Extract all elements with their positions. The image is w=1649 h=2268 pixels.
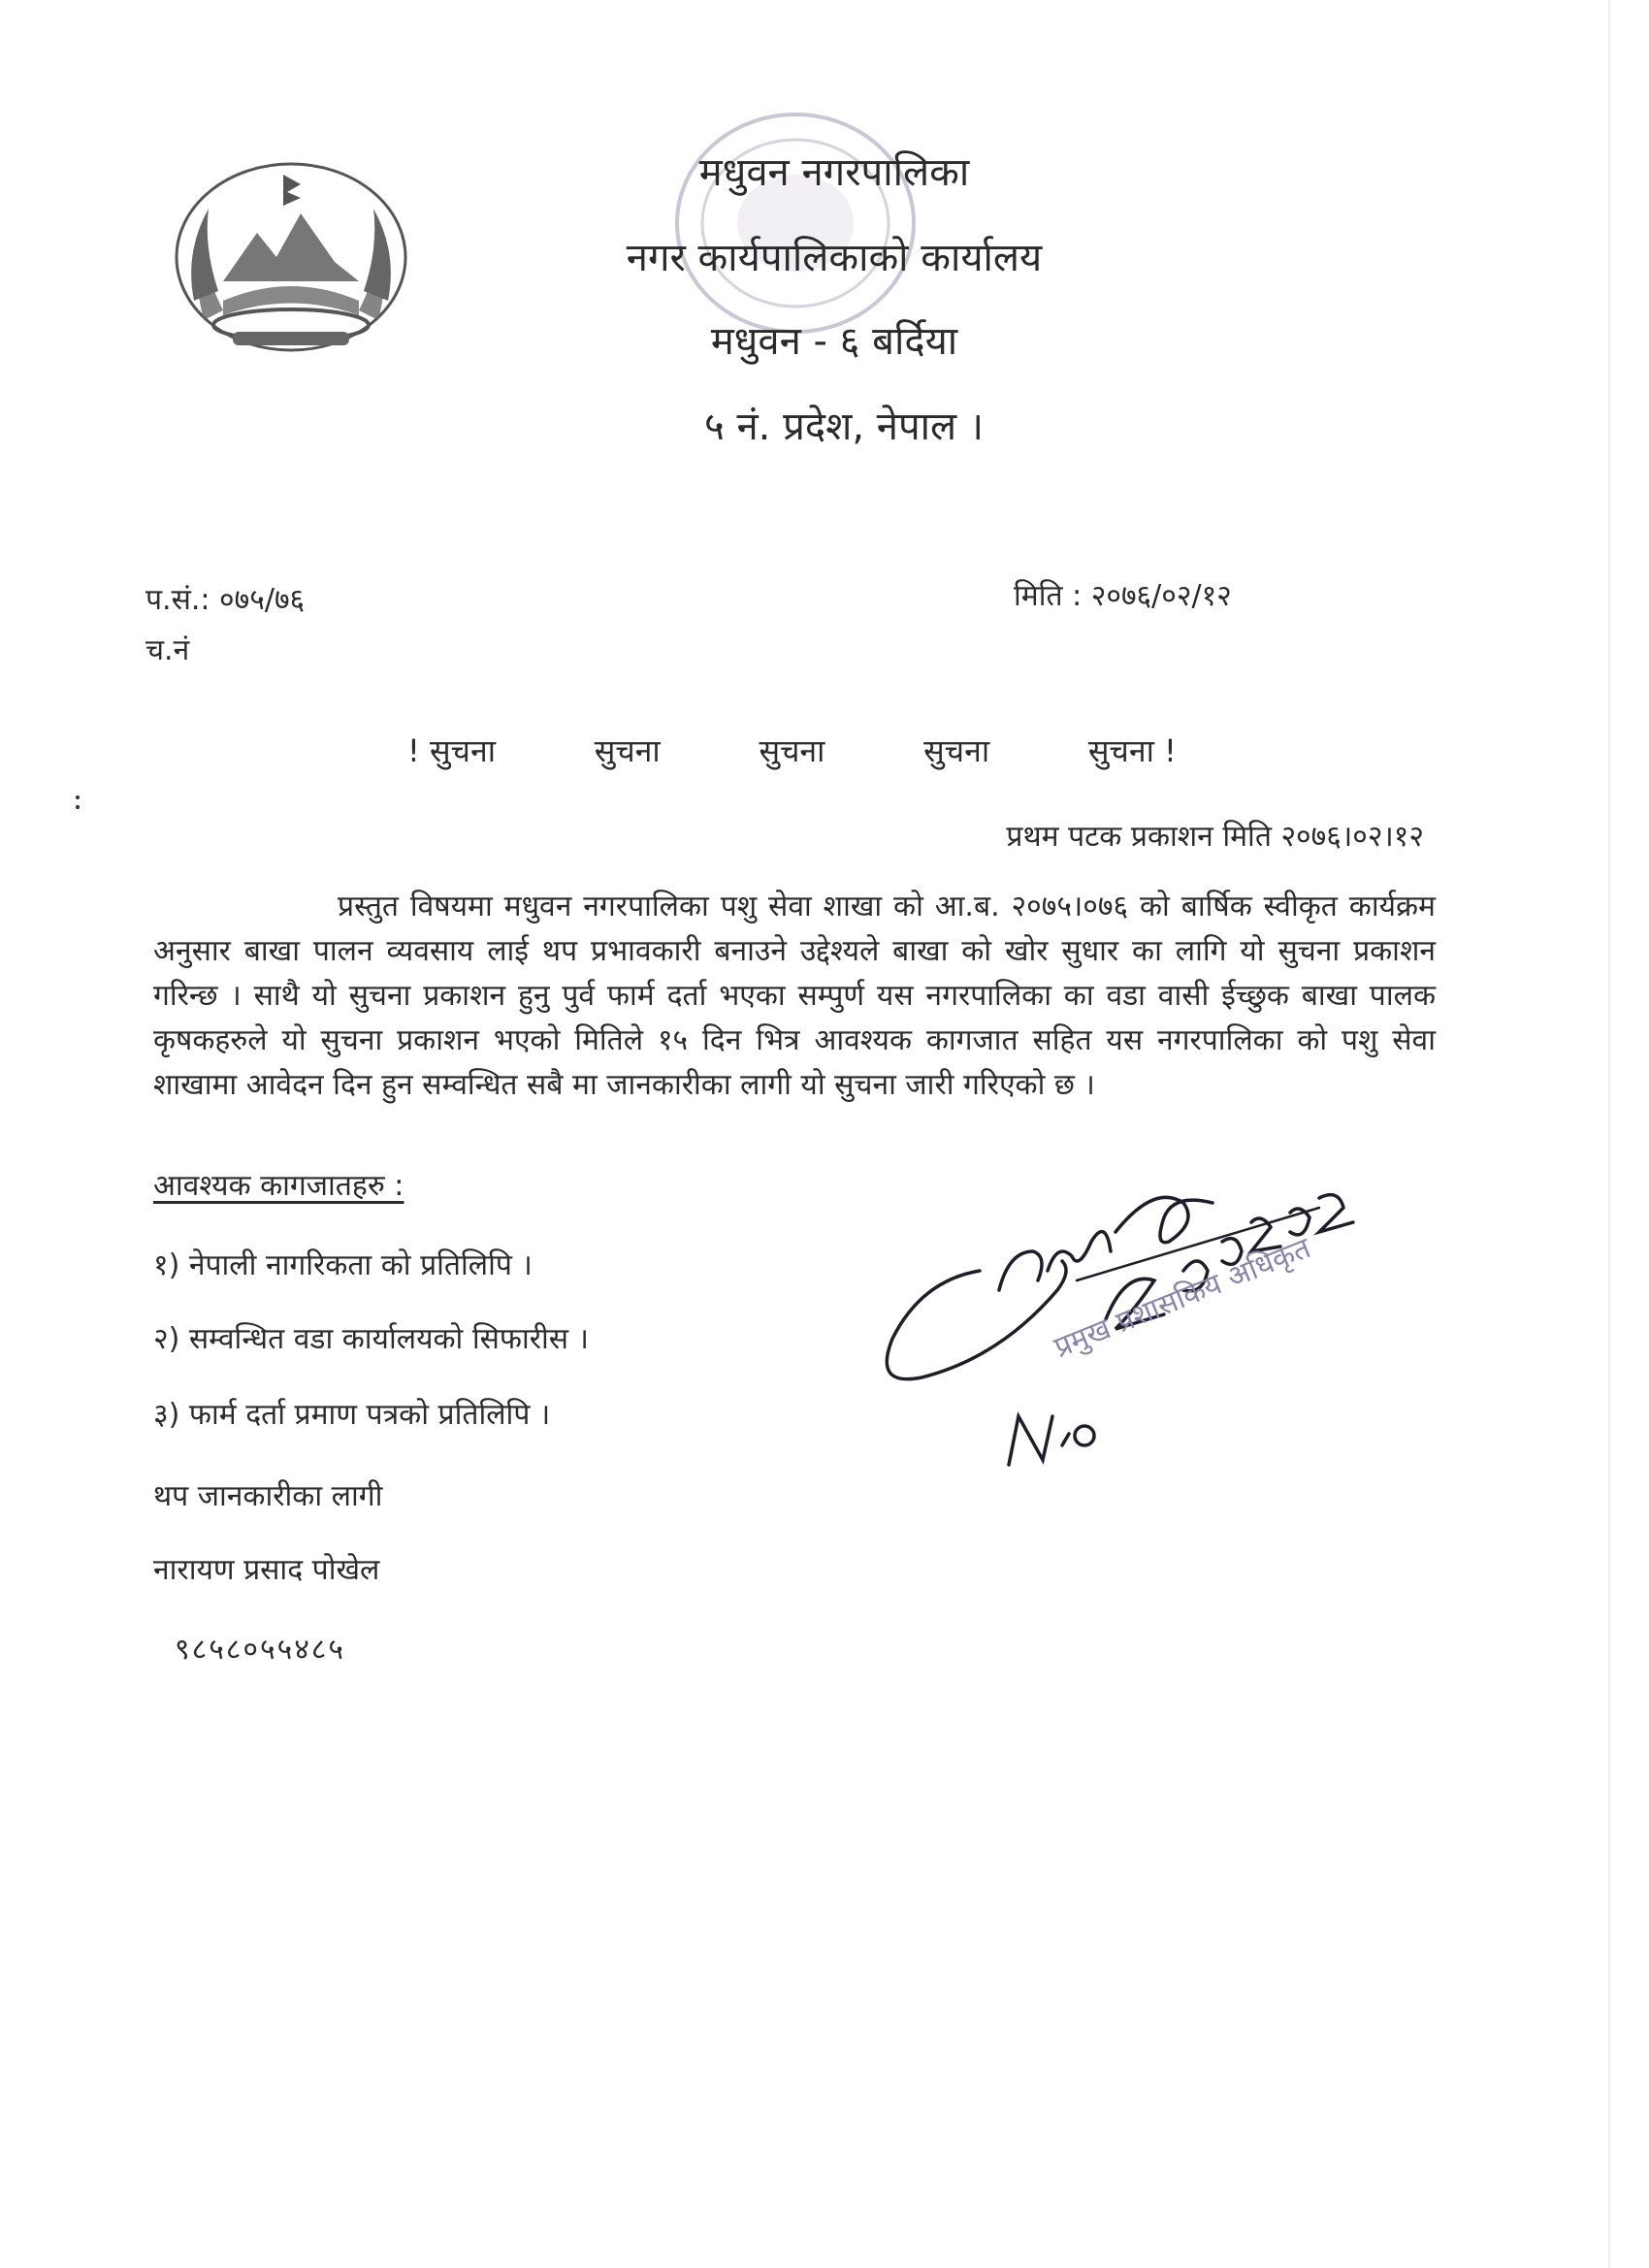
margin-mark: [76, 795, 80, 799]
notice-heading: ! सुचना सुचना सुचना सुचना सुचना !: [407, 732, 1177, 769]
letter-date: मिति : २०७६/०२/१२: [1014, 579, 1232, 613]
municipality-name: मधुवन नगरपालिका: [698, 150, 970, 195]
contact-name: नारायण प्रसाद पोखेल: [153, 1553, 380, 1587]
office-name: नगर कार्यपालिकाको कार्यालय: [626, 236, 1043, 280]
office-address: मधुवन - ६ बर्दिया: [710, 319, 958, 364]
province-country: ५ नं. प्रदेश, नेपाल ।: [703, 405, 985, 449]
requirement-item: २) सम्वन्धित वडा कार्यालयको सिफारीस ।: [153, 1322, 589, 1356]
dispatch-number: च.नं: [146, 633, 190, 667]
office-seal-icon: [669, 107, 922, 340]
contact-label: थप जानकारीका लागी: [153, 1479, 383, 1513]
reference-number: प.सं.: ०७५/७६: [146, 583, 306, 617]
stamp-designation: प्रमुख प्रशासकिय अधिकृत: [1049, 1231, 1316, 1366]
publication-date: प्रथम पटक प्रकाशन मिति २०७६।०२।१२: [1006, 820, 1424, 854]
body-paragraph: प्रस्तुत विषयमा मधुवन नगरपालिका पशु सेवा शाखा को आ.ब. २०७५।०७६ को बार्षिक स्वीकृत कार्यक्रम अनुसार बाखा पालन व्यवसाय लाई थप प्रभावकारी बनाउने उद्देश्यले बाखा को खोर सुधार का लागि यो सुचना प्रकाशन गरिन्छ । साथै यो सुचना प्रकाशन हुनु पुर्व फार्म दर्ता भएका सम्पुर्ण यस नगरपालिका का वडा वासी ईच्छुक बाखा पालक कृषकहरुले यो सुचना प्रकाशन भएको मितिले १५ दिन भित्र आवश्यक कागजात सहित यस नगरपालिका को पशु सेवा शाखामा आवेदन दिन हुन सम्वन्धित सबै मा जानकारीका लागी यो सुचना जारी गरिएको छ ।: [153, 890, 1436, 1102]
requirement-item: १) नेपाली नागरिकता को प्रतिलिपि ।: [153, 1248, 533, 1282]
requirements-title: आवश्यक कागजातहरु :: [153, 1169, 404, 1203]
requirement-item: ३) फार्म दर्ता प्रमाण पत्रको प्रतिलिपि ।: [153, 1398, 551, 1432]
contact-phone: ९८५८०५५४८५: [175, 1633, 345, 1667]
